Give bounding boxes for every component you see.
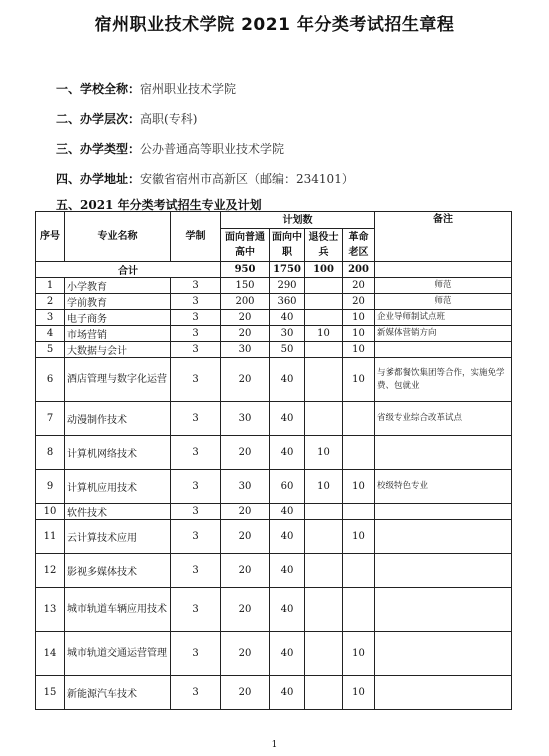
row-revolutionary-count: 20: [343, 278, 375, 294]
table-row: [36, 554, 512, 588]
row-general-count: 20: [221, 504, 270, 520]
table-row: [36, 632, 512, 676]
row-seq: 3: [36, 310, 65, 326]
row-note: 企业导师制试点班: [375, 310, 512, 326]
row-major-name: 学前教育: [65, 294, 171, 310]
row-years: 3: [171, 326, 221, 342]
row-years: 3: [171, 358, 221, 402]
row-revolutionary-count: 20: [343, 294, 375, 310]
row-years: 3: [171, 402, 221, 436]
row-note: [375, 342, 512, 358]
row-veterans-count: [305, 632, 343, 676]
row-years: 3: [171, 504, 221, 520]
row-general-count: 20: [221, 554, 270, 588]
info-value: 安徽省宿州市高新区（邮编：234101）: [140, 172, 354, 186]
row-years: 3: [171, 632, 221, 676]
row-general-count: 20: [221, 676, 270, 710]
row-major-name: 动漫制作技术: [65, 402, 171, 436]
row-veterans-count: [305, 342, 343, 358]
row-veterans-count: [305, 402, 343, 436]
row-general-count: 20: [221, 326, 270, 342]
row-vocational-count: 60: [270, 470, 305, 504]
row-general-count: 20: [221, 436, 270, 470]
info-school-level: [56, 110, 197, 127]
table-row: [36, 358, 512, 402]
row-note: [375, 676, 512, 710]
row-years: 3: [171, 588, 221, 632]
row-note: [375, 588, 512, 632]
row-vocational-count: 40: [270, 676, 305, 710]
row-note: [375, 554, 512, 588]
header-seq: 序号: [36, 212, 65, 262]
table-row: [36, 676, 512, 710]
row-vocational-count: 40: [270, 588, 305, 632]
row-seq: 2: [36, 294, 65, 310]
row-general-count: 20: [221, 632, 270, 676]
total-label: 合计: [36, 262, 221, 278]
row-note: [375, 436, 512, 470]
header-vocational: 面向中职: [270, 229, 305, 262]
row-vocational-count: 40: [270, 358, 305, 402]
row-seq: 9: [36, 470, 65, 504]
row-vocational-count: 50: [270, 342, 305, 358]
row-years: 3: [171, 554, 221, 588]
row-veterans-count: 10: [305, 326, 343, 342]
row-revolutionary-count: 10: [343, 632, 375, 676]
row-revolutionary-count: 10: [343, 676, 375, 710]
row-vocational-count: 40: [270, 504, 305, 520]
row-veterans-count: [305, 294, 343, 310]
row-major-name: 酒店管理与数字化运营: [65, 358, 171, 402]
row-major-name: 计算机应用技术: [65, 470, 171, 504]
table-row: [36, 326, 512, 342]
row-seq: 6: [36, 358, 65, 402]
info-school-type: [56, 140, 284, 157]
row-seq: 1: [36, 278, 65, 294]
info-value: 高职(专科): [140, 112, 198, 126]
row-veterans-count: [305, 278, 343, 294]
row-general-count: 30: [221, 342, 270, 358]
header-years: 学制: [171, 212, 221, 262]
row-note: 师范: [375, 278, 512, 294]
row-general-count: 30: [221, 402, 270, 436]
row-vocational-count: 40: [270, 310, 305, 326]
row-vocational-count: 30: [270, 326, 305, 342]
row-general-count: 20: [221, 588, 270, 632]
info-value: 宿州职业技术学院: [140, 82, 237, 96]
page-number: 1: [271, 740, 278, 750]
section-heading-plan: 五、2021 年分类考试招生专业及计划: [56, 198, 262, 212]
header-veterans: 退役士兵: [305, 229, 343, 262]
info-school-name: [56, 80, 236, 97]
row-major-name: 城市轨道车辆应用技术: [65, 588, 171, 632]
info-value: 公办普通高等职业技术学院: [140, 142, 285, 156]
row-general-count: 20: [221, 520, 270, 554]
row-years: 3: [171, 294, 221, 310]
row-seq: 5: [36, 342, 65, 358]
table-row: [36, 402, 512, 436]
row-veterans-count: [305, 504, 343, 520]
row-general-count: 150: [221, 278, 270, 294]
row-revolutionary-count: [343, 588, 375, 632]
row-vocational-count: 40: [270, 554, 305, 588]
row-seq: 10: [36, 504, 65, 520]
row-note: 校级特色专业: [375, 470, 512, 504]
row-seq: 13: [36, 588, 65, 632]
table-row: [36, 436, 512, 470]
row-general-count: 200: [221, 294, 270, 310]
row-note: 与爹都餐饮集团等合作，实施免学费、包就业: [375, 358, 512, 402]
row-revolutionary-count: 10: [343, 358, 375, 402]
row-vocational-count: 40: [270, 520, 305, 554]
row-major-name: 小学教育: [65, 278, 171, 294]
row-revolutionary-count: 10: [343, 326, 375, 342]
row-veterans-count: 10: [305, 436, 343, 470]
row-vocational-count: 40: [270, 632, 305, 676]
row-years: 3: [171, 342, 221, 358]
row-revolutionary-count: 10: [343, 342, 375, 358]
info-label: 一、学校全称：: [56, 82, 141, 96]
row-veterans-count: [305, 358, 343, 402]
row-vocational-count: 290: [270, 278, 305, 294]
row-years: 3: [171, 310, 221, 326]
row-revolutionary-count: [343, 436, 375, 470]
row-major-name: 新能源汽车技术: [65, 676, 171, 710]
table-row: [36, 504, 512, 520]
row-major-name: 影视多媒体技术: [65, 554, 171, 588]
row-veterans-count: [305, 310, 343, 326]
row-vocational-count: 40: [270, 402, 305, 436]
row-major-name: 市场营销: [65, 326, 171, 342]
row-years: 3: [171, 470, 221, 504]
row-vocational-count: 40: [270, 436, 305, 470]
row-note: 新媒体营销方向: [375, 326, 512, 342]
total-row: [36, 262, 512, 278]
row-years: 3: [171, 278, 221, 294]
row-seq: 12: [36, 554, 65, 588]
row-seq: 14: [36, 632, 65, 676]
row-major-name: 云计算技术应用: [65, 520, 171, 554]
row-note: [375, 632, 512, 676]
row-veterans-count: [305, 676, 343, 710]
row-revolutionary-count: 10: [343, 470, 375, 504]
row-revolutionary-count: 10: [343, 520, 375, 554]
info-label: 三、办学类型：: [56, 142, 141, 156]
header-notes: 备注: [375, 212, 512, 262]
table-row: [36, 588, 512, 632]
row-major-name: 大数据与会计: [65, 342, 171, 358]
table-row: [36, 310, 512, 326]
table-row: [36, 278, 512, 294]
row-revolutionary-count: 10: [343, 310, 375, 326]
total-vocational: 1750: [270, 262, 305, 278]
total-note: [375, 262, 512, 278]
row-years: 3: [171, 520, 221, 554]
table-row: [36, 470, 512, 504]
row-general-count: 20: [221, 310, 270, 326]
header-old-revolutionary-area: 革命老区: [343, 229, 375, 262]
page-title: 宿州职业技术学院 2021 年分类考试招生章程: [94, 15, 455, 35]
row-veterans-count: [305, 520, 343, 554]
row-major-name: 城市轨道交通运营管理: [65, 632, 171, 676]
row-seq: 15: [36, 676, 65, 710]
table-row: [36, 294, 512, 310]
info-label: 二、办学层次：: [56, 112, 141, 126]
row-major-name: 软件技术: [65, 504, 171, 520]
total-veterans: 100: [305, 262, 343, 278]
row-major-name: 计算机网络技术: [65, 436, 171, 470]
row-general-count: 30: [221, 470, 270, 504]
info-label: 四、办学地址：: [56, 172, 141, 186]
row-revolutionary-count: [343, 504, 375, 520]
header-general-high-school: 面向普通高中: [221, 229, 270, 262]
table-row: [36, 520, 512, 554]
row-veterans-count: [305, 588, 343, 632]
row-vocational-count: 360: [270, 294, 305, 310]
info-school-address: [56, 170, 354, 187]
row-veterans-count: 10: [305, 470, 343, 504]
row-major-name: 电子商务: [65, 310, 171, 326]
row-general-count: 20: [221, 358, 270, 402]
row-revolutionary-count: [343, 554, 375, 588]
row-seq: 7: [36, 402, 65, 436]
row-note: 师范: [375, 294, 512, 310]
enrollment-plan-table: [35, 211, 512, 710]
row-veterans-count: [305, 554, 343, 588]
row-years: 3: [171, 436, 221, 470]
table-row: [36, 342, 512, 358]
row-seq: 4: [36, 326, 65, 342]
row-years: 3: [171, 676, 221, 710]
row-note: [375, 520, 512, 554]
header-plan: 计划数: [221, 212, 375, 229]
total-revolutionary: 200: [343, 262, 375, 278]
row-note: [375, 504, 512, 520]
header-major: 专业名称: [65, 212, 171, 262]
row-seq: 11: [36, 520, 65, 554]
total-general: 950: [221, 262, 270, 278]
row-revolutionary-count: [343, 402, 375, 436]
row-seq: 8: [36, 436, 65, 470]
row-note: 省级专业综合改革试点: [375, 402, 512, 436]
